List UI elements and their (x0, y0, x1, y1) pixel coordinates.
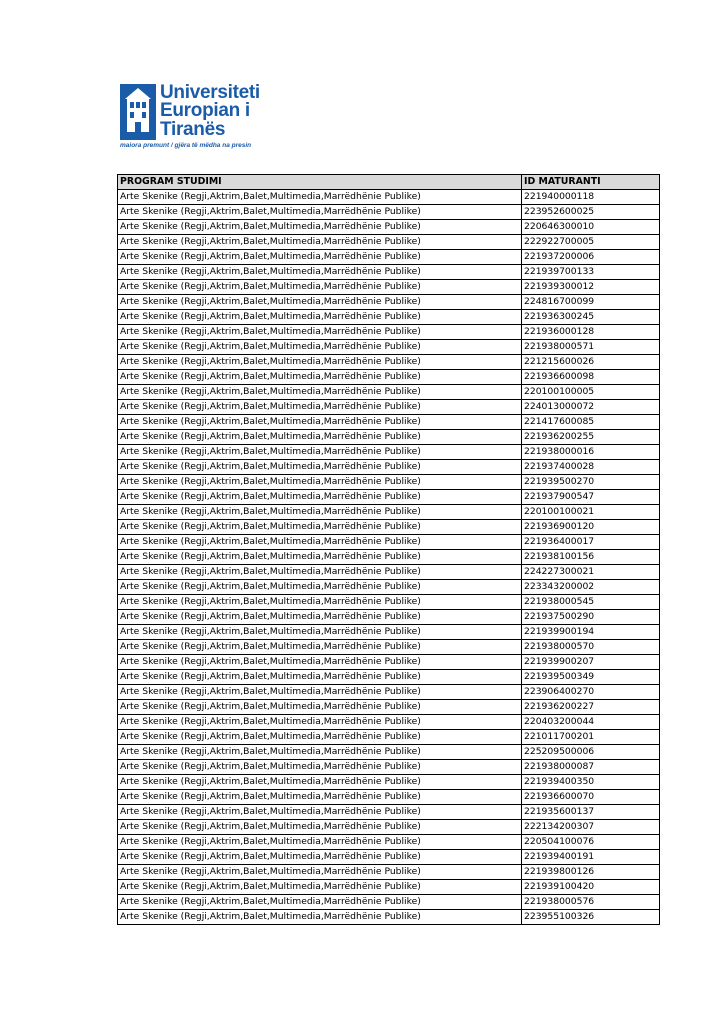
program-cell: Arte Skenike (Regji,Aktrim,Balet,Multimedia,Marrëdhënie Publike) (118, 850, 522, 865)
id-cell: 221417600085 (522, 415, 660, 430)
table-row (118, 910, 660, 925)
program-cell: Arte Skenike (Regji,Aktrim,Balet,Multimedia,Marrëdhënie Publike) (118, 775, 522, 790)
id-cell: 220504100076 (522, 835, 660, 850)
table-row (118, 205, 660, 220)
table-row (118, 370, 660, 385)
table-row (118, 280, 660, 295)
id-cell: 220403200044 (522, 715, 660, 730)
table-row (118, 820, 660, 835)
program-cell: Arte Skenike (Regji,Aktrim,Balet,Multimedia,Marrëdhënie Publike) (118, 595, 522, 610)
id-cell: 221936600098 (522, 370, 660, 385)
id-cell: 221936200255 (522, 430, 660, 445)
program-cell: Arte Skenike (Regji,Aktrim,Balet,Multimedia,Marrëdhënie Publike) (118, 865, 522, 880)
table-row (118, 685, 660, 700)
program-cell: Arte Skenike (Regji,Aktrim,Balet,Multimedia,Marrëdhënie Publike) (118, 625, 522, 640)
id-cell: 221936300245 (522, 310, 660, 325)
program-cell: Arte Skenike (Regji,Aktrim,Balet,Multimedia,Marrëdhënie Publike) (118, 520, 522, 535)
id-cell: 221937200006 (522, 250, 660, 265)
table-row (118, 715, 660, 730)
program-cell: Arte Skenike (Regji,Aktrim,Balet,Multimedia,Marrëdhënie Publike) (118, 670, 522, 685)
table-row (118, 505, 660, 520)
table-header-row (118, 175, 660, 190)
id-cell: 221939100420 (522, 880, 660, 895)
id-cell: 220100100005 (522, 385, 660, 400)
table-row (118, 700, 660, 715)
id-cell: 224816700099 (522, 295, 660, 310)
table-row (118, 250, 660, 265)
table-row (118, 400, 660, 415)
table-row (118, 670, 660, 685)
program-cell: Arte Skenike (Regji,Aktrim,Balet,Multimedia,Marrëdhënie Publike) (118, 355, 522, 370)
id-cell: 220646300010 (522, 220, 660, 235)
program-cell: Arte Skenike (Regji,Aktrim,Balet,Multimedia,Marrëdhënie Publike) (118, 535, 522, 550)
id-cell: 221939500270 (522, 475, 660, 490)
program-cell: Arte Skenike (Regji,Aktrim,Balet,Multimedia,Marrëdhënie Publike) (118, 265, 522, 280)
table-row (118, 460, 660, 475)
program-cell: Arte Skenike (Regji,Aktrim,Balet,Multimedia,Marrëdhënie Publike) (118, 655, 522, 670)
id-cell: 224013000072 (522, 400, 660, 415)
table-row (118, 220, 660, 235)
table-row (118, 745, 660, 760)
program-cell: Arte Skenike (Regji,Aktrim,Balet,Multimedia,Marrëdhënie Publike) (118, 400, 522, 415)
table-row (118, 415, 660, 430)
program-cell: Arte Skenike (Regji,Aktrim,Balet,Multimedia,Marrëdhënie Publike) (118, 250, 522, 265)
id-cell: 221939800126 (522, 865, 660, 880)
id-cell: 221939700133 (522, 265, 660, 280)
program-cell: Arte Skenike (Regji,Aktrim,Balet,Multimedia,Marrëdhënie Publike) (118, 910, 522, 925)
program-cell: Arte Skenike (Regji,Aktrim,Balet,Multimedia,Marrëdhënie Publike) (118, 565, 522, 580)
program-cell: Arte Skenike (Regji,Aktrim,Balet,Multimedia,Marrëdhënie Publike) (118, 310, 522, 325)
id-cell: 221939400350 (522, 775, 660, 790)
table-row (118, 895, 660, 910)
table-row (118, 445, 660, 460)
university-logo (120, 84, 280, 152)
table-row (118, 430, 660, 445)
id-cell: 221938100156 (522, 550, 660, 565)
program-cell: Arte Skenike (Regji,Aktrim,Balet,Multimedia,Marrëdhënie Publike) (118, 610, 522, 625)
table-row (118, 760, 660, 775)
table-row (118, 625, 660, 640)
table-body (118, 190, 660, 925)
program-cell: Arte Skenike (Regji,Aktrim,Balet,Multimedia,Marrëdhënie Publike) (118, 235, 522, 250)
table-row (118, 340, 660, 355)
program-cell: Arte Skenike (Regji,Aktrim,Balet,Multimedia,Marrëdhënie Publike) (118, 430, 522, 445)
id-cell: 224227300021 (522, 565, 660, 580)
table-row (118, 490, 660, 505)
table-row (118, 565, 660, 580)
table-row (118, 385, 660, 400)
id-cell: 221937500290 (522, 610, 660, 625)
table-row (118, 550, 660, 565)
program-cell: Arte Skenike (Regji,Aktrim,Balet,Multimedia,Marrëdhënie Publike) (118, 205, 522, 220)
program-cell: Arte Skenike (Regji,Aktrim,Balet,Multimedia,Marrëdhënie Publike) (118, 280, 522, 295)
table-row (118, 580, 660, 595)
id-cell: 221936000128 (522, 325, 660, 340)
id-column-header: ID MATURANTI (522, 175, 660, 190)
program-cell: Arte Skenike (Regji,Aktrim,Balet,Multimedia,Marrëdhënie Publike) (118, 895, 522, 910)
logo-text-line-2: Europian i (160, 100, 250, 121)
id-cell: 221937900547 (522, 490, 660, 505)
table-row (118, 475, 660, 490)
id-cell: 221939900207 (522, 655, 660, 670)
table-row (118, 640, 660, 655)
program-cell: Arte Skenike (Regji,Aktrim,Balet,Multimedia,Marrëdhënie Publike) (118, 700, 522, 715)
table-row (118, 880, 660, 895)
program-cell: Arte Skenike (Regji,Aktrim,Balet,Multimedia,Marrëdhënie Publike) (118, 340, 522, 355)
logo-tagline: maiora premunt / gjëra të mëdha na presin (120, 142, 252, 149)
program-cell: Arte Skenike (Regji,Aktrim,Balet,Multimedia,Marrëdhënie Publike) (118, 445, 522, 460)
id-cell: 221938000087 (522, 760, 660, 775)
table-row (118, 235, 660, 250)
program-cell: Arte Skenike (Regji,Aktrim,Balet,Multimedia,Marrëdhënie Publike) (118, 385, 522, 400)
table-row (118, 775, 660, 790)
id-cell: 221937400028 (522, 460, 660, 475)
program-cell: Arte Skenike (Regji,Aktrim,Balet,Multimedia,Marrëdhënie Publike) (118, 685, 522, 700)
id-cell: 221935600137 (522, 805, 660, 820)
program-cell: Arte Skenike (Regji,Aktrim,Balet,Multimedia,Marrëdhënie Publike) (118, 715, 522, 730)
building-emblem-icon (120, 84, 156, 140)
table-row (118, 535, 660, 550)
id-cell: 220100100021 (522, 505, 660, 520)
id-cell: 221938000545 (522, 595, 660, 610)
program-cell: Arte Skenike (Regji,Aktrim,Balet,Multimedia,Marrëdhënie Publike) (118, 490, 522, 505)
id-cell: 222134200307 (522, 820, 660, 835)
program-cell: Arte Skenike (Regji,Aktrim,Balet,Multimedia,Marrëdhënie Publike) (118, 745, 522, 760)
program-cell: Arte Skenike (Regji,Aktrim,Balet,Multimedia,Marrëdhënie Publike) (118, 295, 522, 310)
table-row (118, 310, 660, 325)
id-cell: 221939400191 (522, 850, 660, 865)
table-row (118, 610, 660, 625)
program-cell: Arte Skenike (Regji,Aktrim,Balet,Multimedia,Marrëdhënie Publike) (118, 325, 522, 340)
table-row (118, 850, 660, 865)
students-table (117, 174, 660, 925)
table-row (118, 265, 660, 280)
program-cell: Arte Skenike (Regji,Aktrim,Balet,Multimedia,Marrëdhënie Publike) (118, 475, 522, 490)
table-row (118, 295, 660, 310)
table-row (118, 325, 660, 340)
id-cell: 223906400270 (522, 685, 660, 700)
program-cell: Arte Skenike (Regji,Aktrim,Balet,Multimedia,Marrëdhënie Publike) (118, 880, 522, 895)
id-cell: 222922700005 (522, 235, 660, 250)
program-cell: Arte Skenike (Regji,Aktrim,Balet,Multimedia,Marrëdhënie Publike) (118, 370, 522, 385)
table-row (118, 865, 660, 880)
program-cell: Arte Skenike (Regji,Aktrim,Balet,Multimedia,Marrëdhënie Publike) (118, 730, 522, 745)
table-row (118, 190, 660, 205)
table-row (118, 790, 660, 805)
id-cell: 221940000118 (522, 190, 660, 205)
table-row (118, 520, 660, 535)
table-row (118, 595, 660, 610)
id-cell: 223343200002 (522, 580, 660, 595)
id-cell: 223955100326 (522, 910, 660, 925)
id-cell: 221938000576 (522, 895, 660, 910)
id-cell: 221011700201 (522, 730, 660, 745)
id-cell: 221938000571 (522, 340, 660, 355)
program-cell: Arte Skenike (Regji,Aktrim,Balet,Multimedia,Marrëdhënie Publike) (118, 805, 522, 820)
id-cell: 225209500006 (522, 745, 660, 760)
program-cell: Arte Skenike (Regji,Aktrim,Balet,Multimedia,Marrëdhënie Publike) (118, 640, 522, 655)
program-cell: Arte Skenike (Regji,Aktrim,Balet,Multimedia,Marrëdhënie Publike) (118, 415, 522, 430)
id-cell: 221939500349 (522, 670, 660, 685)
id-cell: 223952600025 (522, 205, 660, 220)
table-row (118, 805, 660, 820)
program-cell: Arte Skenike (Regji,Aktrim,Balet,Multimedia,Marrëdhënie Publike) (118, 550, 522, 565)
program-cell: Arte Skenike (Regji,Aktrim,Balet,Multimedia,Marrëdhënie Publike) (118, 835, 522, 850)
id-cell: 221936200227 (522, 700, 660, 715)
id-cell: 221938000016 (522, 445, 660, 460)
id-cell: 221936600070 (522, 790, 660, 805)
id-cell: 221938000570 (522, 640, 660, 655)
program-cell: Arte Skenike (Regji,Aktrim,Balet,Multimedia,Marrëdhënie Publike) (118, 580, 522, 595)
program-cell: Arte Skenike (Regji,Aktrim,Balet,Multimedia,Marrëdhënie Publike) (118, 460, 522, 475)
id-cell: 221936900120 (522, 520, 660, 535)
table-row (118, 355, 660, 370)
id-cell: 221936400017 (522, 535, 660, 550)
program-cell: Arte Skenike (Regji,Aktrim,Balet,Multimedia,Marrëdhënie Publike) (118, 505, 522, 520)
program-cell: Arte Skenike (Regji,Aktrim,Balet,Multimedia,Marrëdhënie Publike) (118, 220, 522, 235)
table-row (118, 730, 660, 745)
id-cell: 221215600026 (522, 355, 660, 370)
table-row (118, 835, 660, 850)
program-cell: Arte Skenike (Regji,Aktrim,Balet,Multimedia,Marrëdhënie Publike) (118, 190, 522, 205)
id-cell: 221939900194 (522, 625, 660, 640)
id-cell: 221939300012 (522, 280, 660, 295)
program-cell: Arte Skenike (Regji,Aktrim,Balet,Multimedia,Marrëdhënie Publike) (118, 760, 522, 775)
program-cell: Arte Skenike (Regji,Aktrim,Balet,Multimedia,Marrëdhënie Publike) (118, 790, 522, 805)
table-row (118, 655, 660, 670)
logo-text-line-1: Universiteti (160, 82, 260, 103)
program-cell: Arte Skenike (Regji,Aktrim,Balet,Multimedia,Marrëdhënie Publike) (118, 820, 522, 835)
program-column-header: PROGRAM STUDIMI (118, 175, 522, 190)
logo-text-line-3: Tiranës (160, 119, 226, 140)
